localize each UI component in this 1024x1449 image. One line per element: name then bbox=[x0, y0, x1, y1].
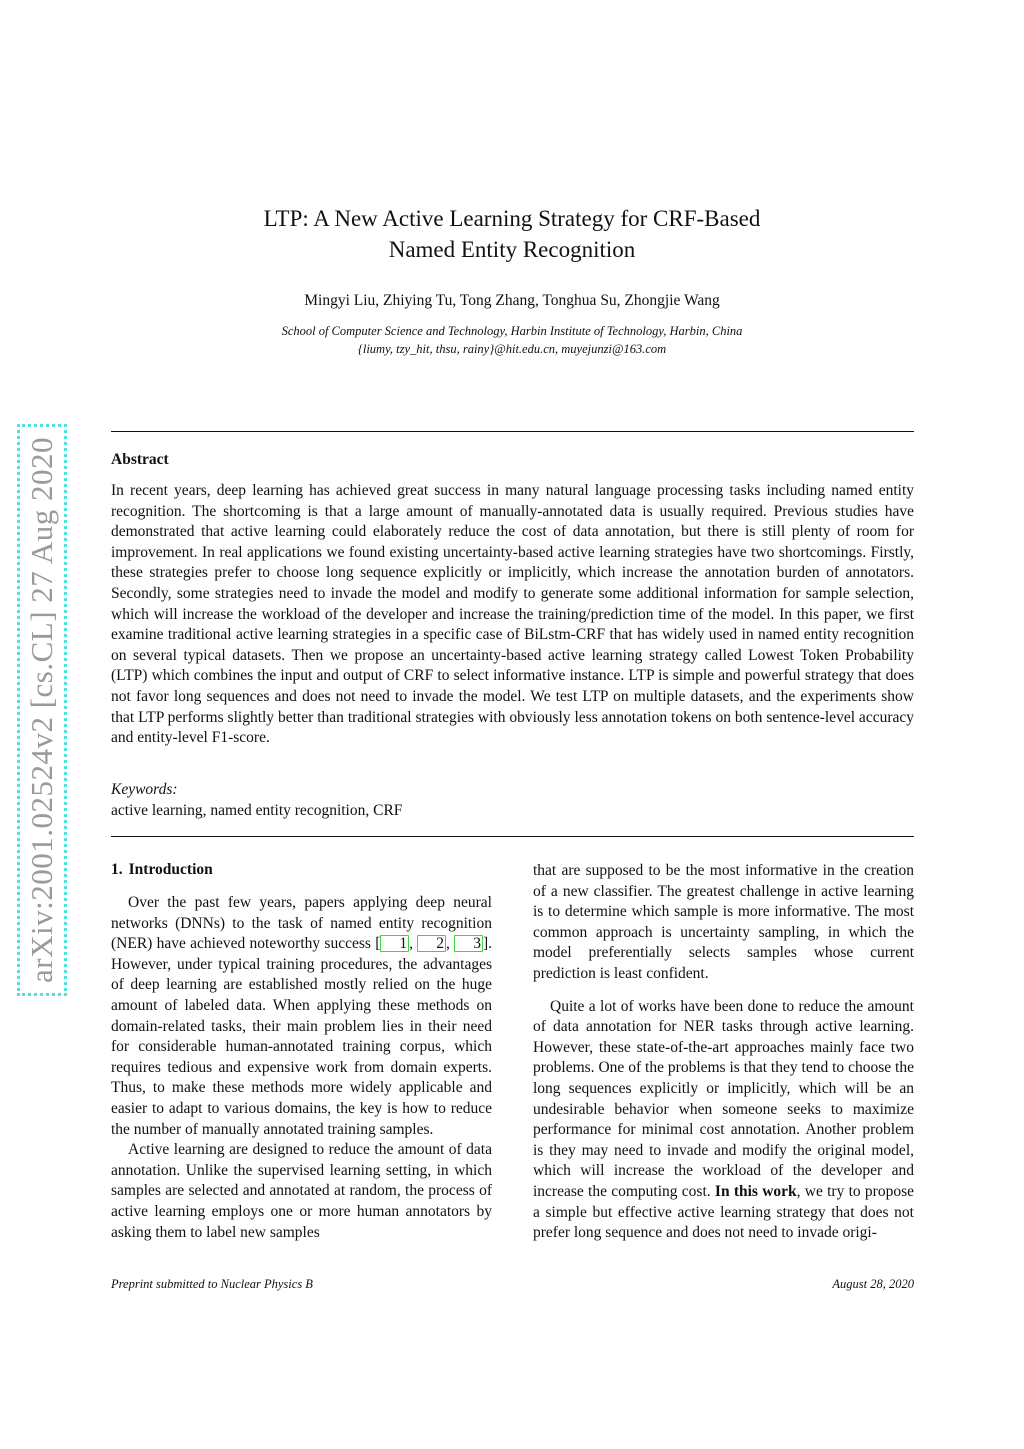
section-heading-introduction bbox=[111, 861, 213, 879]
intro-paragraph-2: Active learning are designed to reduce the amount of data annotation. Unlike the supervised learning setting, in which samples are selected and annotated at random, the process of active learning employs one or more human annotators by asking them to label new samples bbox=[111, 1141, 492, 1241]
right-column bbox=[533, 861, 914, 1244]
top-rule bbox=[111, 431, 914, 432]
author-list: Mingyi Liu, Zhiying Tu, Tong Zhang, Tonghua Su, Zhongjie Wang bbox=[304, 292, 720, 309]
paper-title bbox=[112, 203, 912, 265]
title-line-1: LTP: A New Active Learning Strategy for CRF-Based bbox=[263, 206, 761, 231]
footer-date: August 28, 2020 bbox=[832, 1277, 914, 1291]
citation-link-2[interactable]: 2 bbox=[417, 935, 446, 952]
keywords-text: active learning, named entity recognition, CRF bbox=[111, 802, 403, 819]
affiliation: School of Computer Science and Technology, Harbin Institute of Technology, Harbin, China bbox=[281, 324, 743, 338]
affiliation-block bbox=[112, 322, 912, 358]
section-number: 1. bbox=[111, 861, 123, 878]
emphasis-in-this-work: In this work bbox=[714, 1182, 797, 1200]
abstract-heading: Abstract bbox=[111, 451, 169, 468]
section-title: Introduction bbox=[128, 861, 213, 878]
keywords-heading: Keywords: bbox=[111, 781, 178, 798]
left-column bbox=[111, 893, 492, 1243]
bottom-rule bbox=[111, 836, 914, 837]
title-line-2: Named Entity Recognition bbox=[388, 237, 636, 262]
abstract-text: In recent years, deep learning has achieved great success in many natural language processing tasks including named entity recognition. The shortcoming is that a large amount of manually-annotated data is usually required. Previous studies have demonstrated that active learning could elaborately reduce the cost of data annotation, but there is still plenty of room for improvement. In real applications we found existing uncertainty-based active learning strategies have two shortcomings. Firstly, these strategies prefer to choose long sequence explicitly or implicitly, which increase the annotation burden of annotators. Secondly, some strategies need to invade the model and modify to generate some additional information for sample selection, which will increase the workload of the developer and increase the training/prediction time of the model. In this paper, we first examine traditional active learning strategies in a specific case of BiLstm-CRF that has widely used in named entity recognition on several typical datasets. Then we propose an uncertainty-based active learning strategy called Lowest Token Probability (LTP) which combines the input and output of CRF to select informative instance. LTP is simple and powerful strategy that does not favor long sequences and does not need to invade the model. We test LTP on multiple datasets, and the experiments show that LTP performs slightly better than traditional strategies with obviously less annotation tokens on both sentence-level accuracy and entity-level F1-score. bbox=[111, 482, 914, 747]
intro-paragraph-3: Quite a lot of works have been done to reduce the amount of data annotation for NER tasks through active learning. However, these state-of-the-art approaches mainly face two problems. One of the problems is that they tend to choose the long sequences explicitly or implicitly, which will be an undesirable behavior when someone seeks to maximize performance for minimal cost annotation. Another problem is they may need to invade and modify the original model, which will increase the workload of the developer and increase the computing cost. In this work, we try to propose a simple but effective active learning strategy that does not prefer long sequence and does not need to invade origi- bbox=[533, 997, 915, 1242]
footer-preprint-note: Preprint submitted to Nuclear Physics B bbox=[111, 1277, 313, 1291]
author-emails: {liumy, tzy_hit, thsu, rainy}@hit.edu.cn, muyejunzi@163.com bbox=[357, 342, 667, 356]
intro-paragraph-1: Over the past few years, papers applying deep neural networks (DNNs) to the task of named entity recognition (NER) have achieved noteworthy success [ 1 , 2 , 3 ]. However, under typical training procedures, the advantages of deep learning are established mostly relied on the huge amount of labeled data. When applying these methods on domain-related tasks, their main problem lies in their need for considerable human-annotated training corpus, which requires tedious and expensive work from domain experts. Thus, to make these methods more widely applicable and easier to adapt to various domains, the key is how to reduce the number of manually annotated training samples. bbox=[111, 894, 493, 1138]
intro-paragraph-2-continued: that are supposed to be the most informative in the creation of a new classifier. The greatest challenge in active learning is to determine which sample is more informative. The most common approach is uncertainty sampling, in which the model preferentially selects samples whose current prediction is least confident. bbox=[533, 862, 914, 982]
citation-link-3[interactable]: 3 bbox=[454, 935, 483, 952]
citation-link-1[interactable]: 1 bbox=[380, 935, 409, 952]
arxiv-side-stamp[interactable]: arXiv:2001.02524v2 [cs.CL] 27 Aug 2020 bbox=[24, 431, 60, 989]
